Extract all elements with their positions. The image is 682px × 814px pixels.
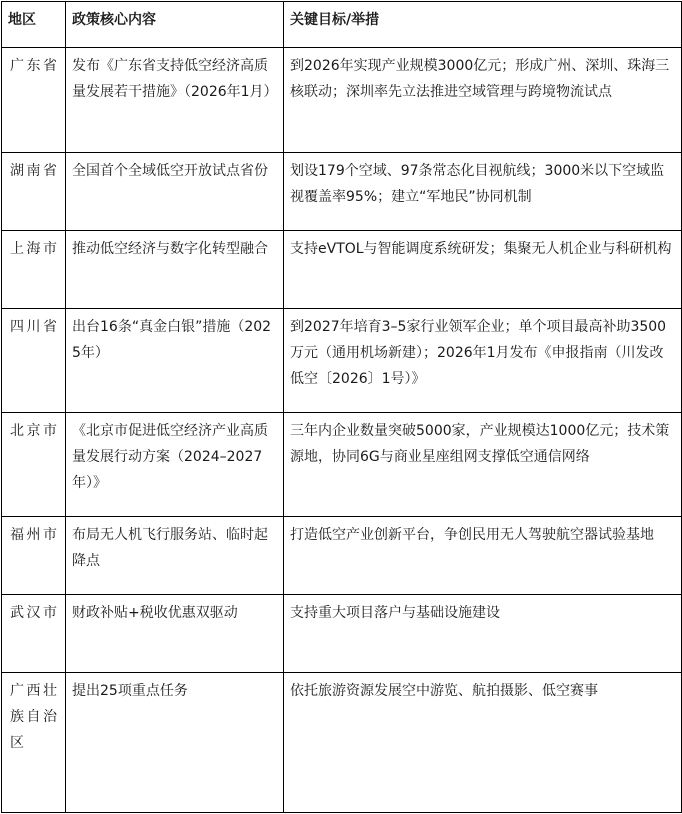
goals-cell: 依托旅游资源发展空中游览、航拍摄影、低空赛事 <box>284 673 682 813</box>
goals-cell: 三年内企业数量突破5000家，产业规模达1000亿元；技术策源地，协同6G与商业星座组网支撑低空通信网络 <box>284 413 682 517</box>
policy-cell: 财政补贴+税收优惠双驱动 <box>66 595 284 673</box>
region-cell: 武汉市 <box>2 595 66 673</box>
table-header-row <box>2 2 682 48</box>
policy-cell: 发布《广东省支持低空经济高质量发展若干措施》（2026年1月） <box>66 48 284 153</box>
goals-cell: 到2026年实现产业规模3000亿元；形成广州、深圳、珠海三核联动；深圳率先立法推进空域管理与跨境物流试点 <box>284 48 682 153</box>
policy-cell: 推动低空经济与数字化转型融合 <box>66 231 284 309</box>
policy-cell: 布局无人机飞行服务站、临时起降点 <box>66 517 284 595</box>
policy-cell: 全国首个全域低空开放试点省份 <box>66 153 284 231</box>
header-policy: 政策核心内容 <box>66 2 284 48</box>
region-cell: 上海市 <box>2 231 66 309</box>
table-row <box>2 413 682 517</box>
region-cell: 四川省 <box>2 309 66 413</box>
policy-cell: 《北京市促进低空经济产业高质量发展行动方案（2024–2027年）》 <box>66 413 284 517</box>
header-goals: 关键目标/举措 <box>284 2 682 48</box>
region-cell: 北京市 <box>2 413 66 517</box>
goals-cell: 支持eVTOL与智能调度系统研发；集聚无人机企业与科研机构 <box>284 231 682 309</box>
table-row <box>2 673 682 813</box>
region-cell: 湖南省 <box>2 153 66 231</box>
table-row <box>2 309 682 413</box>
policy-cell: 出台16条“真金白银”措施（2025年） <box>66 309 284 413</box>
goals-cell: 打造低空产业创新平台，争创民用无人驾驶航空器试验基地 <box>284 517 682 595</box>
goals-cell: 划设179个空域、97条常态化目视航线；3000米以下空域监视覆盖率95%；建立“军地民”协同机制 <box>284 153 682 231</box>
goals-cell: 到2027年培育3–5家行业领军企业；单个项目最高补助3500万元（通用机场新建）；2026年1月发布《申报指南（川发改低空〔2026〕1号）》 <box>284 309 682 413</box>
region-cell: 广东省 <box>2 48 66 153</box>
goals-cell: 支持重大项目落户与基础设施建设 <box>284 595 682 673</box>
table-row <box>2 48 682 153</box>
table-row <box>2 231 682 309</box>
table-row <box>2 517 682 595</box>
region-cell: 福州市 <box>2 517 66 595</box>
region-cell: 广西壮族自治区 <box>2 673 66 813</box>
policy-table <box>1 1 682 813</box>
table-row <box>2 595 682 673</box>
header-region: 地区 <box>2 2 66 48</box>
policy-cell: 提出25项重点任务 <box>66 673 284 813</box>
table-row <box>2 153 682 231</box>
